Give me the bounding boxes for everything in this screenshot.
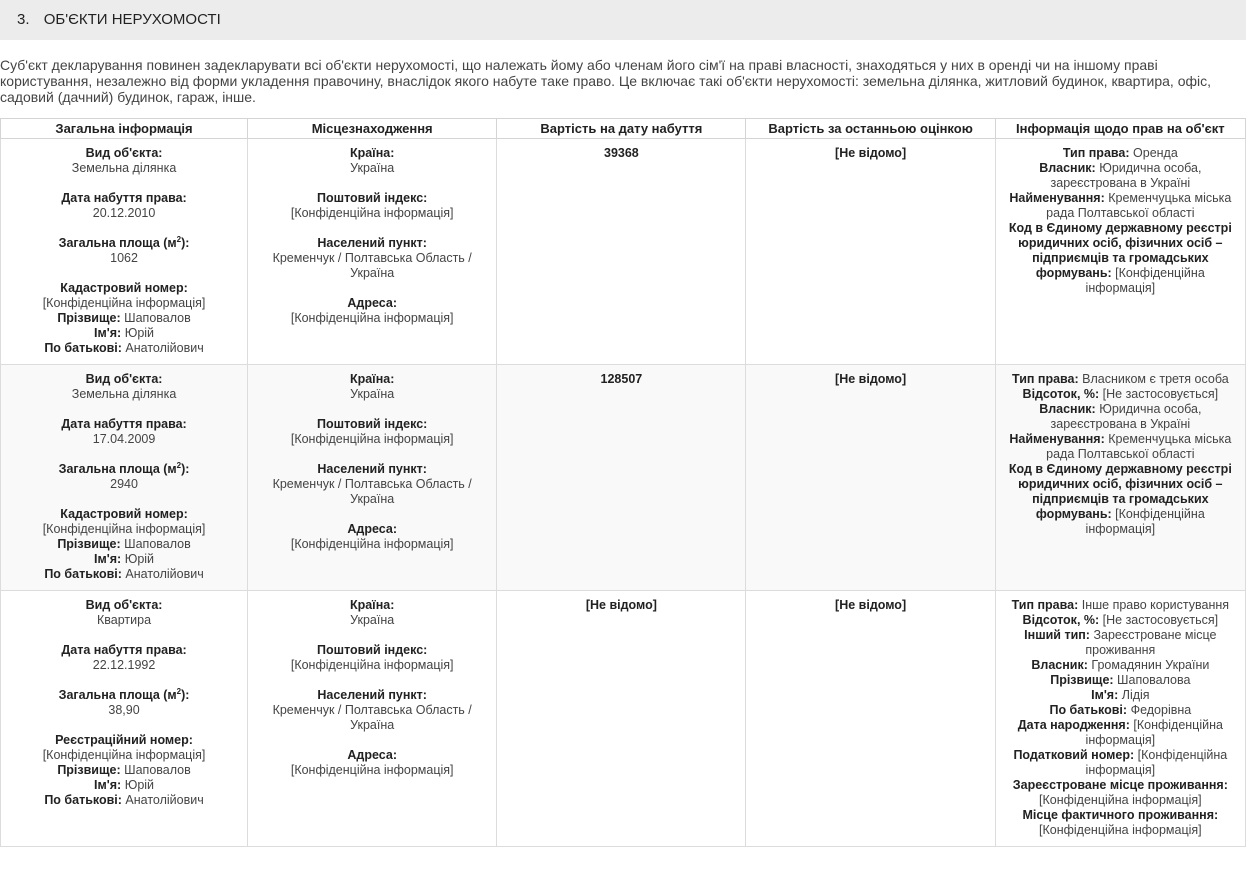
area-block xyxy=(7,236,241,266)
area-block xyxy=(7,688,241,718)
rights-value: [Конфіденційна інформація] xyxy=(1085,748,1228,777)
rights-label: По батькові: xyxy=(1049,703,1128,717)
patronymic-label-line xyxy=(7,793,241,808)
country-label: Країна: xyxy=(349,372,395,386)
spacer xyxy=(254,628,490,643)
area-value: 2940 xyxy=(110,477,138,491)
address-value: [Конфіденційна інформація] xyxy=(290,311,454,325)
acquired-date-label-block xyxy=(7,643,241,673)
cell-rights-info xyxy=(995,139,1245,365)
zip-value: [Конфіденційна інформація] xyxy=(290,206,454,220)
acquired-date-value: 20.12.2010 xyxy=(92,206,156,220)
spacer xyxy=(254,733,490,748)
rights-label-line xyxy=(1002,613,1239,628)
acquired-date-label: Дата набуття права: xyxy=(61,191,187,205)
rights-value: [Не застосовується] xyxy=(1102,613,1219,627)
address-label: Адреса: xyxy=(347,296,397,310)
patronymic-label-line xyxy=(7,567,241,582)
spacer xyxy=(254,402,490,417)
section-header xyxy=(0,0,1246,40)
area-block xyxy=(7,462,241,492)
patronymic-label-line xyxy=(7,341,241,356)
surname-label: Прізвище: xyxy=(57,537,121,551)
area-label-sup: 2 xyxy=(176,234,182,244)
rights-value: Кременчуцька міська рада Полтавської області xyxy=(1046,191,1232,220)
rights-label: Найменування: xyxy=(1009,191,1105,205)
rights-label-line xyxy=(1002,778,1239,808)
rights-label: Тип права: xyxy=(1012,372,1079,386)
cell-general-info xyxy=(1,365,248,591)
table-row xyxy=(1,365,1246,591)
city-label-block xyxy=(254,462,490,507)
cell-cost-last xyxy=(746,139,995,365)
area-label xyxy=(7,236,241,251)
name-label: Ім'я: xyxy=(94,552,122,566)
city-label: Населений пункт: xyxy=(317,462,427,476)
rights-label: Відсоток, %: xyxy=(1022,613,1100,627)
col-rights-info: Інформація щодо прав на об'єкт xyxy=(995,119,1245,139)
object-type-label-block xyxy=(7,372,241,402)
area-label-text: Загальна площа (м xyxy=(58,462,177,476)
city-value: Кременчук / Полтавська Область / Україна xyxy=(272,477,472,506)
spacer xyxy=(254,221,490,236)
section-intro: Суб'єкт декларування повинен задекларувати всі об'єкти нерухомості, що належать йому або членам його сім'ї на праві власності, знаходяться у них в оренді чи на іншому праві користування, незалежно від форми укладення правочину, внаслідок якого набуте таке право. Це включає такі об'єкти нерухомості: земельна ділянка, житловий будинок, квартира, офіс, садовий (дачний) будинок, гараж, інше. xyxy=(0,57,1212,105)
rights-label: Код в Єдиному державному реєстрі юридичних осіб, фізичних осіб – підприємців та громадських формувань: xyxy=(1008,462,1232,521)
reg-number-label: Кадастровий номер: xyxy=(60,281,188,295)
cell-location xyxy=(248,365,497,591)
rights-value: Юридична особа, зареєстрована в Україні xyxy=(1050,161,1202,190)
col-cost-acquired: Вартість на дату набуття xyxy=(497,119,746,139)
object-type-value: Квартира xyxy=(97,613,152,627)
rights-label-line xyxy=(1002,703,1239,718)
rights-label-line xyxy=(1002,598,1239,613)
cell-rights-info xyxy=(995,591,1245,847)
reg-number-value: [Конфіденційна інформація] xyxy=(42,522,206,536)
cost-last-value: [Не відомо] xyxy=(835,598,907,612)
rights-value: Інше право користування xyxy=(1081,598,1230,612)
spacer xyxy=(7,628,241,643)
patronymic-label: По батькові: xyxy=(44,567,122,581)
name-label-line xyxy=(7,778,241,793)
spacer xyxy=(254,281,490,296)
rights-label: Власник: xyxy=(1031,658,1088,672)
area-label-end: ): xyxy=(181,688,190,702)
rights-value: Громадянин України xyxy=(1091,658,1210,672)
rights-label-line xyxy=(1002,372,1239,387)
surname-label-line xyxy=(7,537,241,552)
rights-label: Інший тип: xyxy=(1024,628,1090,642)
cell-cost-last xyxy=(746,365,995,591)
rights-label-line xyxy=(1002,808,1239,838)
surname-value: Шаповалов xyxy=(124,537,191,551)
country-label-block xyxy=(254,598,490,628)
acquired-date-label-block xyxy=(7,417,241,447)
city-label: Населений пункт: xyxy=(317,688,427,702)
city-label: Населений пункт: xyxy=(317,236,427,250)
rights-label: Власник: xyxy=(1039,161,1096,175)
rights-label: Ім'я: xyxy=(1091,688,1119,702)
rights-label-line xyxy=(1002,628,1239,658)
cell-cost-acquired xyxy=(497,139,746,365)
address-label: Адреса: xyxy=(347,748,397,762)
area-label xyxy=(7,688,241,703)
rights-value: Оренда xyxy=(1133,146,1178,160)
address-label: Адреса: xyxy=(347,522,397,536)
zip-value: [Конфіденційна інформація] xyxy=(290,432,454,446)
rights-label-line xyxy=(1002,402,1239,432)
rights-label-line xyxy=(1002,748,1239,778)
spacer xyxy=(7,718,241,733)
spacer xyxy=(7,492,241,507)
spacer xyxy=(7,673,241,688)
rights-label-line xyxy=(1002,161,1239,191)
spacer xyxy=(7,447,241,462)
table-row xyxy=(1,591,1246,847)
col-cost-last: Вартість за останньою оцінкою xyxy=(746,119,995,139)
area-label-text: Загальна площа (м xyxy=(58,688,177,702)
cell-cost-acquired xyxy=(497,365,746,591)
rights-value: [Конфіденційна інформація] xyxy=(1085,507,1205,536)
section-title: ОБ'ЄКТИ НЕРУХОМОСТІ xyxy=(43,11,221,28)
surname-label: Прізвище: xyxy=(57,763,121,777)
section-number: 3. xyxy=(17,11,30,28)
rights-label-line xyxy=(1002,146,1239,161)
country-label: Країна: xyxy=(349,598,395,612)
cell-location xyxy=(248,591,497,847)
col-location: Місцезнаходження xyxy=(248,119,497,139)
rights-label-line xyxy=(1002,673,1239,688)
country-label: Країна: xyxy=(349,146,395,160)
patronymic-value: Анатолійович xyxy=(125,567,204,581)
address-label-block xyxy=(254,748,490,778)
rights-label-line xyxy=(1002,718,1239,748)
area-label-end: ): xyxy=(181,462,190,476)
address-value: [Конфіденційна інформація] xyxy=(290,763,454,777)
country-value: Україна xyxy=(350,161,395,175)
rights-label: Власник: xyxy=(1039,402,1096,416)
reg-number-label: Кадастровий номер: xyxy=(60,507,188,521)
rights-label-line xyxy=(1002,688,1239,703)
spacer xyxy=(7,221,241,236)
city-value: Кременчук / Полтавська Область / Україна xyxy=(272,703,472,732)
zip-label-block xyxy=(254,191,490,221)
zip-label: Поштовий індекс: xyxy=(317,643,428,657)
name-label: Ім'я: xyxy=(94,778,122,792)
name-label-line xyxy=(7,552,241,567)
country-value: Україна xyxy=(350,387,395,401)
name-value: Юрій xyxy=(124,778,155,792)
rights-label: Тип права: xyxy=(1062,146,1130,160)
rights-label: Тип права: xyxy=(1011,598,1079,612)
rights-value: Кременчуцька міська рада Полтавської області xyxy=(1046,432,1232,461)
rights-value: Власником є третя особа xyxy=(1082,372,1229,386)
surname-label-line xyxy=(7,763,241,778)
zip-label-block xyxy=(254,417,490,447)
name-value: Юрій xyxy=(124,326,155,340)
acquired-date-value: 17.04.2009 xyxy=(92,432,156,446)
rights-label: Найменування: xyxy=(1009,432,1105,446)
cell-rights-info xyxy=(995,365,1245,591)
area-label xyxy=(7,462,241,477)
patronymic-value: Анатолійович xyxy=(125,341,204,355)
address-label-block xyxy=(254,522,490,552)
country-label-block xyxy=(254,146,490,176)
rights-value: Федорівна xyxy=(1130,703,1192,717)
rights-value: [Конфіденційна інформація] xyxy=(1085,718,1223,747)
name-label-line xyxy=(7,326,241,341)
cost-acquired-value: 39368 xyxy=(604,146,639,160)
area-label-text: Загальна площа (м xyxy=(58,236,177,250)
city-value: Кременчук / Полтавська Область / Україна xyxy=(272,251,472,280)
cost-acquired-value: [Не відомо] xyxy=(585,598,657,612)
cell-general-info xyxy=(1,591,248,847)
spacer xyxy=(7,402,241,417)
rights-value: Зареєстроване місце проживання xyxy=(1085,628,1217,657)
rights-label: Код в Єдиному державному реєстрі юридичних осіб, фізичних осіб – підприємців та громадських формувань: xyxy=(1008,221,1232,280)
address-value: [Конфіденційна інформація] xyxy=(290,537,454,551)
rights-label: Відсоток, %: xyxy=(1022,387,1100,401)
reg-number-label: Реєстраційний номер: xyxy=(55,733,193,747)
rights-value: [Конфіденційна інформація] xyxy=(1039,793,1202,807)
area-label-sup: 2 xyxy=(176,686,182,696)
address-label-block xyxy=(254,296,490,326)
rights-label-line xyxy=(1002,462,1239,537)
zip-label: Поштовий індекс: xyxy=(317,417,428,431)
reg-number-label-block xyxy=(7,507,241,537)
city-label-block xyxy=(254,688,490,733)
rights-value: Лідія xyxy=(1121,688,1150,702)
name-label: Ім'я: xyxy=(94,326,122,340)
area-label-sup: 2 xyxy=(176,460,182,470)
area-value: 38,90 xyxy=(108,703,140,717)
rights-label: Прізвище: xyxy=(1050,673,1114,687)
object-type-label: Вид об'єкта: xyxy=(85,372,163,386)
reg-number-value: [Конфіденційна інформація] xyxy=(42,296,206,310)
rights-label-line xyxy=(1002,387,1239,402)
cell-cost-last xyxy=(746,591,995,847)
object-type-label: Вид об'єкта: xyxy=(85,598,163,612)
spacer xyxy=(254,447,490,462)
acquired-date-label: Дата набуття права: xyxy=(61,643,187,657)
zip-label-block xyxy=(254,643,490,673)
object-type-value: Земельна ділянка xyxy=(71,387,177,401)
table-header-row xyxy=(1,119,1246,139)
acquired-date-value: 22.12.1992 xyxy=(92,658,156,672)
rights-label: Зареєстроване місце проживання: xyxy=(1012,778,1228,792)
reg-number-label-block xyxy=(7,281,241,311)
country-label-block xyxy=(254,372,490,402)
surname-value: Шаповалов xyxy=(124,311,191,325)
cell-general-info xyxy=(1,139,248,365)
rights-value: [Не застосовується] xyxy=(1102,387,1219,401)
country-value: Україна xyxy=(350,613,395,627)
cell-cost-acquired xyxy=(497,591,746,847)
spacer xyxy=(254,507,490,522)
patronymic-value: Анатолійович xyxy=(125,793,204,807)
object-type-label-block xyxy=(7,146,241,176)
real-estate-table xyxy=(0,118,1246,847)
object-type-label-block xyxy=(7,598,241,628)
rights-value: [Конфіденційна інформація] xyxy=(1085,266,1205,295)
spacer xyxy=(7,266,241,281)
col-general-info: Загальна інформація xyxy=(1,119,248,139)
area-value: 1062 xyxy=(110,251,138,265)
reg-number-label-block xyxy=(7,733,241,763)
cost-last-value: [Не відомо] xyxy=(835,146,907,160)
rights-label: Податковий номер: xyxy=(1013,748,1135,762)
rights-value: Юридична особа, зареєстрована в Україні xyxy=(1050,402,1202,431)
name-value: Юрій xyxy=(124,552,155,566)
patronymic-label: По батькові: xyxy=(44,793,122,807)
rights-label-line xyxy=(1002,191,1239,221)
rights-label: Дата народження: xyxy=(1017,718,1130,732)
object-type-value: Земельна ділянка xyxy=(71,161,177,175)
spacer xyxy=(7,176,241,191)
rights-value: Шаповалова xyxy=(1117,673,1191,687)
surname-label-line xyxy=(7,311,241,326)
surname-label: Прізвище: xyxy=(57,311,121,325)
city-label-block xyxy=(254,236,490,281)
acquired-date-label-block xyxy=(7,191,241,221)
object-type-label: Вид об'єкта: xyxy=(85,146,163,160)
rights-value: [Конфіденційна інформація] xyxy=(1039,823,1202,837)
cost-last-value: [Не відомо] xyxy=(835,372,907,386)
rights-label-line xyxy=(1002,658,1239,673)
rights-label-line xyxy=(1002,432,1239,462)
rights-label: Місце фактичного проживання: xyxy=(1022,808,1219,822)
spacer xyxy=(254,673,490,688)
rights-label-line xyxy=(1002,221,1239,296)
cost-acquired-value: 128507 xyxy=(600,372,643,386)
zip-label: Поштовий індекс: xyxy=(317,191,428,205)
table-row xyxy=(1,139,1246,365)
area-label-end: ): xyxy=(181,236,190,250)
acquired-date-label: Дата набуття права: xyxy=(61,417,187,431)
spacer xyxy=(254,176,490,191)
surname-value: Шаповалов xyxy=(124,763,191,777)
patronymic-label: По батькові: xyxy=(44,341,122,355)
reg-number-value: [Конфіденційна інформація] xyxy=(42,748,206,762)
cell-location xyxy=(248,139,497,365)
zip-value: [Конфіденційна інформація] xyxy=(290,658,454,672)
